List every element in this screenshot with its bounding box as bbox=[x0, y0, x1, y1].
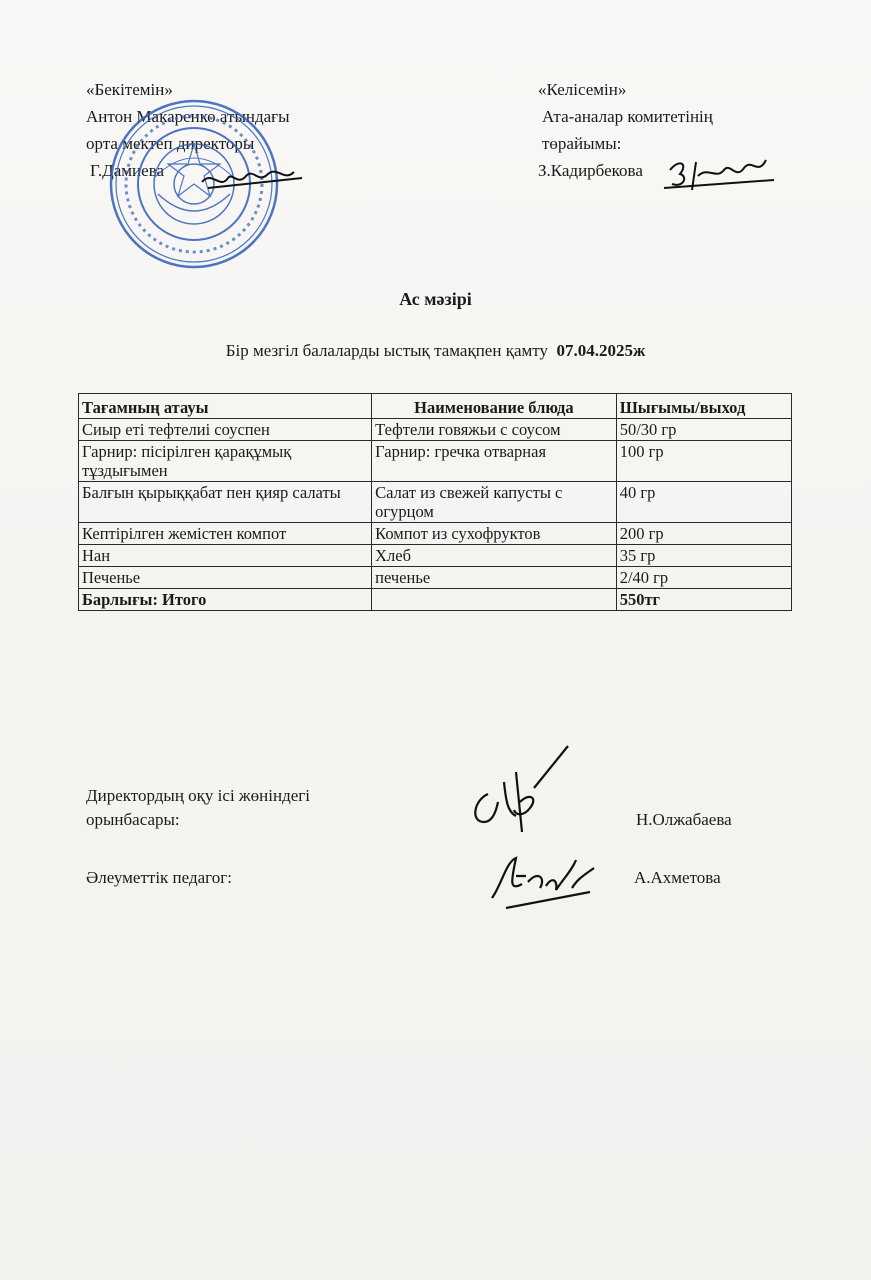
cell-output: 2/40 гр bbox=[616, 567, 791, 589]
committee-signature bbox=[662, 150, 778, 200]
document-subtitle bbox=[0, 341, 871, 361]
total-empty-cell bbox=[372, 589, 617, 611]
deputy-title-line2: орынбасары: bbox=[86, 810, 180, 829]
pedagogue-name: А.Ахметова bbox=[634, 868, 721, 887]
cell-kazakh-name: Печенье bbox=[79, 567, 372, 589]
pedagogue-signature bbox=[486, 848, 598, 914]
cell-output: 35 гр bbox=[616, 545, 791, 567]
total-label: Барлығы: Итого bbox=[79, 589, 372, 611]
cell-output: 200 гр bbox=[616, 523, 791, 545]
deputy-title-line1: Директордың оқу ісі жөніндегі bbox=[86, 786, 310, 805]
total-value: 550тг bbox=[616, 589, 791, 611]
cell-kazakh-name: Балғын қырыққабат пен қияр салаты bbox=[79, 482, 372, 523]
cell-russian-name: Компот из сухофруктов bbox=[372, 523, 617, 545]
table-row bbox=[79, 567, 792, 589]
approval-right-heading: «Келісемін» bbox=[538, 80, 627, 99]
header-russian-name: Наименование блюда bbox=[372, 394, 617, 419]
table-row bbox=[79, 441, 792, 482]
approval-left-line3: Г.Дамиева bbox=[90, 161, 165, 180]
deputy-name: Н.Олжабаева bbox=[636, 810, 732, 829]
table-header-row bbox=[79, 394, 792, 419]
approval-right-line3: З.Кадирбекова bbox=[538, 161, 643, 180]
approval-left-line2: орта мектеп директоры bbox=[86, 134, 255, 153]
cell-output: 100 гр bbox=[616, 441, 791, 482]
cell-russian-name: печенье bbox=[372, 567, 617, 589]
approval-right-line1: Ата-аналар комитетінің bbox=[542, 107, 713, 126]
table-row bbox=[79, 419, 792, 441]
cell-russian-name: Тефтели говяжьи с соусом bbox=[372, 419, 617, 441]
subtitle-date: 07.04.2025ж bbox=[556, 341, 646, 360]
cell-russian-name: Гарнир: гречка отварная bbox=[372, 441, 617, 482]
approval-left-line1: Антон Макаренко атындағы bbox=[86, 107, 290, 126]
subtitle-text: Бір мезгіл балаларды ыстық тамақпен қамту bbox=[225, 341, 548, 360]
table-total-row bbox=[79, 589, 792, 611]
header-output: Шығымы/выход bbox=[616, 394, 791, 419]
cell-russian-name: Хлеб bbox=[372, 545, 617, 567]
menu-table bbox=[78, 393, 792, 611]
director-signature bbox=[198, 160, 308, 200]
cell-kazakh-name: Кептірілген жемістен компот bbox=[79, 523, 372, 545]
cell-output: 40 гр bbox=[616, 482, 791, 523]
deputy-signature bbox=[464, 742, 574, 838]
approval-right-line2: төрайымы: bbox=[542, 134, 622, 153]
document-title: Ас мәзірі bbox=[399, 289, 472, 309]
table-row bbox=[79, 545, 792, 567]
deputy-title bbox=[86, 784, 310, 832]
cell-kazakh-name: Нан bbox=[79, 545, 372, 567]
approval-left-heading: «Бекітемін» bbox=[86, 80, 173, 99]
cell-output: 50/30 гр bbox=[616, 419, 791, 441]
table-row bbox=[79, 523, 792, 545]
pedagogue-title: Әлеуметтік педагог: bbox=[86, 868, 232, 887]
table-row bbox=[79, 482, 792, 523]
cell-kazakh-name: Сиыр еті тефтелиі соуспен bbox=[79, 419, 372, 441]
cell-kazakh-name: Гарнир: пісірілген қарақұмық тұздығымен bbox=[79, 441, 372, 482]
header-kazakh-name: Тағамның атауы bbox=[79, 394, 372, 419]
cell-russian-name: Салат из свежей капусты с огурцом bbox=[372, 482, 617, 523]
